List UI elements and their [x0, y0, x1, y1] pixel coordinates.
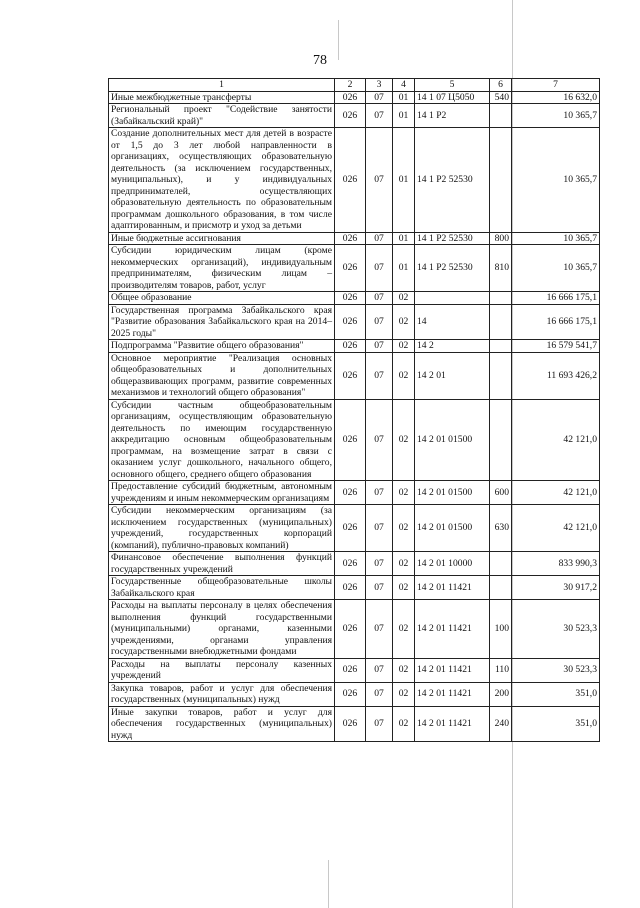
- table-row: [109, 245, 600, 292]
- table-row: [109, 104, 600, 128]
- cell-subsection: 02: [393, 505, 415, 552]
- cell-expense-type: 540: [490, 91, 512, 104]
- cell-amount: 16 632,0: [512, 91, 600, 104]
- cell-amount: 10 365,7: [512, 128, 600, 233]
- cell-name: Расходы на выплаты персоналу в целях обеспечения выполнения функций государственными (муниципальными) органами, казенными учреждениями, органами управления государственными внебюджетными фондами: [109, 600, 335, 659]
- cell-target-article: 14 2 01 11421: [415, 706, 490, 742]
- cell-section: 07: [366, 658, 393, 682]
- cell-name: Закупка товаров, работ и услуг для обеспечения государственных (муниципальных) нужд: [109, 682, 335, 706]
- budget-table: [108, 78, 600, 742]
- cell-name: Государственная программа Забайкальского края "Развитие образования Забайкальского края на 2014–2025 годы": [109, 304, 335, 340]
- cell-expense-type: 630: [490, 505, 512, 552]
- column-header: 7: [512, 79, 600, 92]
- cell-expense-type: [490, 292, 512, 305]
- cell-amount: 16 579 541,7: [512, 340, 600, 353]
- cell-expense-type: [490, 104, 512, 128]
- cell-section: 07: [366, 91, 393, 104]
- cell-amount: 16 666 175,1: [512, 292, 600, 305]
- cell-ministry-code: 026: [335, 128, 366, 233]
- table-row: [109, 128, 600, 233]
- cell-section: 07: [366, 128, 393, 233]
- cell-amount: 42 121,0: [512, 399, 600, 481]
- cell-expense-type: 800: [490, 232, 512, 245]
- cell-subsection: 02: [393, 399, 415, 481]
- cell-name: Расходы на выплаты персоналу казенных учреждений: [109, 658, 335, 682]
- cell-target-article: 14 2 01: [415, 352, 490, 399]
- table-row: [109, 232, 600, 245]
- cell-subsection: 02: [393, 340, 415, 353]
- cell-section: 07: [366, 104, 393, 128]
- cell-amount: 351,0: [512, 682, 600, 706]
- cell-amount: 30 523,3: [512, 658, 600, 682]
- cell-target-article: 14 2 01 01500: [415, 399, 490, 481]
- cell-name: Общее образование: [109, 292, 335, 305]
- cell-name: Субсидии некоммерческим организациям (за исключением государственных (муниципальных) учреждений, государственных корпораций (компаний), публично-правовых компаний): [109, 505, 335, 552]
- table-row: [109, 91, 600, 104]
- column-header: 5: [415, 79, 490, 92]
- cell-amount: 11 693 426,2: [512, 352, 600, 399]
- cell-ministry-code: 026: [335, 352, 366, 399]
- cell-amount: 30 917,2: [512, 576, 600, 600]
- cell-section: 07: [366, 232, 393, 245]
- cell-subsection: 01: [393, 104, 415, 128]
- cell-expense-type: [490, 552, 512, 576]
- column-header: 3: [366, 79, 393, 92]
- column-header: 4: [393, 79, 415, 92]
- cell-ministry-code: 026: [335, 552, 366, 576]
- cell-amount: 16 666 175,1: [512, 304, 600, 340]
- cell-target-article: 14 1 07 Ц5050: [415, 91, 490, 104]
- cell-amount: 10 365,7: [512, 232, 600, 245]
- cell-ministry-code: 026: [335, 399, 366, 481]
- cell-subsection: 02: [393, 682, 415, 706]
- table-row: [109, 658, 600, 682]
- table-row: [109, 304, 600, 340]
- cell-ministry-code: 026: [335, 340, 366, 353]
- cell-section: 07: [366, 340, 393, 353]
- table-row: [109, 576, 600, 600]
- page-number: 78: [313, 53, 327, 68]
- cell-ministry-code: 026: [335, 600, 366, 659]
- cell-subsection: 02: [393, 552, 415, 576]
- cell-expense-type: 810: [490, 245, 512, 292]
- cell-amount: 30 523,3: [512, 600, 600, 659]
- cell-section: 07: [366, 292, 393, 305]
- scan-artifact-line: [328, 860, 329, 908]
- cell-section: 07: [366, 552, 393, 576]
- table-row: [109, 600, 600, 659]
- cell-subsection: 02: [393, 600, 415, 659]
- cell-name: Создание дополнительных мест для детей в возрасте от 1,5 до 3 лет любой направленности в организациях, осуществляющих образовательную деятельность (за исключением государственных, муниципальных), и у индивидуальных предпринимателей, осуществляющих образовательную деятельность по образовательным программам дошкольного образования, в том числе адаптированным, и присмотр и уход за детьми: [109, 128, 335, 233]
- table-row: [109, 352, 600, 399]
- cell-name: Финансовое обеспечение выполнения функций государственных учреждений: [109, 552, 335, 576]
- cell-expense-type: [490, 576, 512, 600]
- cell-ministry-code: 026: [335, 304, 366, 340]
- column-header: 1: [109, 79, 335, 92]
- cell-ministry-code: 026: [335, 481, 366, 505]
- cell-expense-type: [490, 352, 512, 399]
- cell-target-article: 14 1 P2 52530: [415, 245, 490, 292]
- cell-target-article: 14 2 01 10000: [415, 552, 490, 576]
- table-row: [109, 682, 600, 706]
- cell-target-article: 14 1 P2 52530: [415, 232, 490, 245]
- table-row: [109, 481, 600, 505]
- cell-name: Субсидии юридическим лицам (кроме некоммерческих организаций), индивидуальным предпринимателям, физическим лицам – производителям товаров, работ, услуг: [109, 245, 335, 292]
- cell-subsection: 02: [393, 576, 415, 600]
- cell-section: 07: [366, 682, 393, 706]
- cell-name: Иные бюджетные ассигнования: [109, 232, 335, 245]
- cell-expense-type: [490, 128, 512, 233]
- cell-target-article: 14 2: [415, 340, 490, 353]
- cell-target-article: 14 2 01 11421: [415, 600, 490, 659]
- table-row: [109, 399, 600, 481]
- cell-amount: 10 365,7: [512, 104, 600, 128]
- cell-section: 07: [366, 600, 393, 659]
- cell-target-article: 14 1 P2 52530: [415, 128, 490, 233]
- cell-amount: 42 121,0: [512, 481, 600, 505]
- cell-ministry-code: 026: [335, 706, 366, 742]
- cell-amount: 833 990,3: [512, 552, 600, 576]
- table-row: [109, 505, 600, 552]
- cell-section: 07: [366, 399, 393, 481]
- table-body: [109, 91, 600, 742]
- cell-subsection: 01: [393, 232, 415, 245]
- cell-target-article: 14 2 01 11421: [415, 658, 490, 682]
- cell-expense-type: 110: [490, 658, 512, 682]
- cell-name: Государственные общеобразовательные школы Забайкальского края: [109, 576, 335, 600]
- cell-ministry-code: 026: [335, 232, 366, 245]
- cell-subsection: 02: [393, 352, 415, 399]
- cell-target-article: 14 2 01 01500: [415, 481, 490, 505]
- column-header: 6: [490, 79, 512, 92]
- cell-ministry-code: 026: [335, 576, 366, 600]
- cell-target-article: 14: [415, 304, 490, 340]
- cell-ministry-code: 026: [335, 245, 366, 292]
- cell-subsection: 02: [393, 481, 415, 505]
- cell-section: 07: [366, 706, 393, 742]
- cell-subsection: 01: [393, 91, 415, 104]
- cell-name: Основное мероприятие "Реализация основных общеобразовательных и дополнительных общеразвивающих программ, развитие современных механизмов и технологий общего образования": [109, 352, 335, 399]
- cell-target-article: 14 2 01 11421: [415, 682, 490, 706]
- cell-expense-type: 100: [490, 600, 512, 659]
- cell-amount: 351,0: [512, 706, 600, 742]
- cell-expense-type: [490, 340, 512, 353]
- cell-name: Иные закупки товаров, работ и услуг для обеспечения государственных (муниципальных) нужд: [109, 706, 335, 742]
- cell-section: 07: [366, 304, 393, 340]
- cell-section: 07: [366, 505, 393, 552]
- cell-target-article: 14 2 01 11421: [415, 576, 490, 600]
- cell-ministry-code: 026: [335, 104, 366, 128]
- cell-name: Подпрограмма "Развитие общего образования": [109, 340, 335, 353]
- table-row: [109, 292, 600, 305]
- cell-name: Субсидии частным общеобразовательным организациям, осуществляющим образовательную деятельность по имеющим государственную аккредитацию основным общеобразовательным программам, на возмещение затрат в связи с оказанием услуг дошкольного, начального общего, основного общего, среднего общего образования: [109, 399, 335, 481]
- cell-ministry-code: 026: [335, 292, 366, 305]
- cell-subsection: 02: [393, 706, 415, 742]
- cell-section: 07: [366, 481, 393, 505]
- cell-expense-type: 600: [490, 481, 512, 505]
- cell-expense-type: [490, 399, 512, 481]
- column-header: 2: [335, 79, 366, 92]
- table-row: [109, 552, 600, 576]
- cell-ministry-code: 026: [335, 682, 366, 706]
- cell-target-article: [415, 292, 490, 305]
- cell-target-article: 14 1 P2: [415, 104, 490, 128]
- cell-section: 07: [366, 352, 393, 399]
- cell-subsection: 02: [393, 292, 415, 305]
- cell-ministry-code: 026: [335, 505, 366, 552]
- cell-expense-type: [490, 304, 512, 340]
- cell-name: Предоставление субсидий бюджетным, автономным учреждениям и иным некоммерческим организациям: [109, 481, 335, 505]
- cell-expense-type: 240: [490, 706, 512, 742]
- cell-ministry-code: 026: [335, 91, 366, 104]
- cell-subsection: 01: [393, 245, 415, 292]
- cell-target-article: 14 2 01 01500: [415, 505, 490, 552]
- table-row: [109, 706, 600, 742]
- cell-name: Региональный проект "Содействие занятости (Забайкальский край)": [109, 104, 335, 128]
- cell-amount: 42 121,0: [512, 505, 600, 552]
- cell-expense-type: 200: [490, 682, 512, 706]
- cell-subsection: 01: [393, 128, 415, 233]
- table-row: [109, 340, 600, 353]
- cell-section: 07: [366, 245, 393, 292]
- cell-amount: 10 365,7: [512, 245, 600, 292]
- cell-section: 07: [366, 576, 393, 600]
- cell-name: Иные межбюджетные трансферты: [109, 91, 335, 104]
- cell-subsection: 02: [393, 304, 415, 340]
- cell-subsection: 02: [393, 658, 415, 682]
- table-header-row: [109, 79, 600, 92]
- cell-ministry-code: 026: [335, 658, 366, 682]
